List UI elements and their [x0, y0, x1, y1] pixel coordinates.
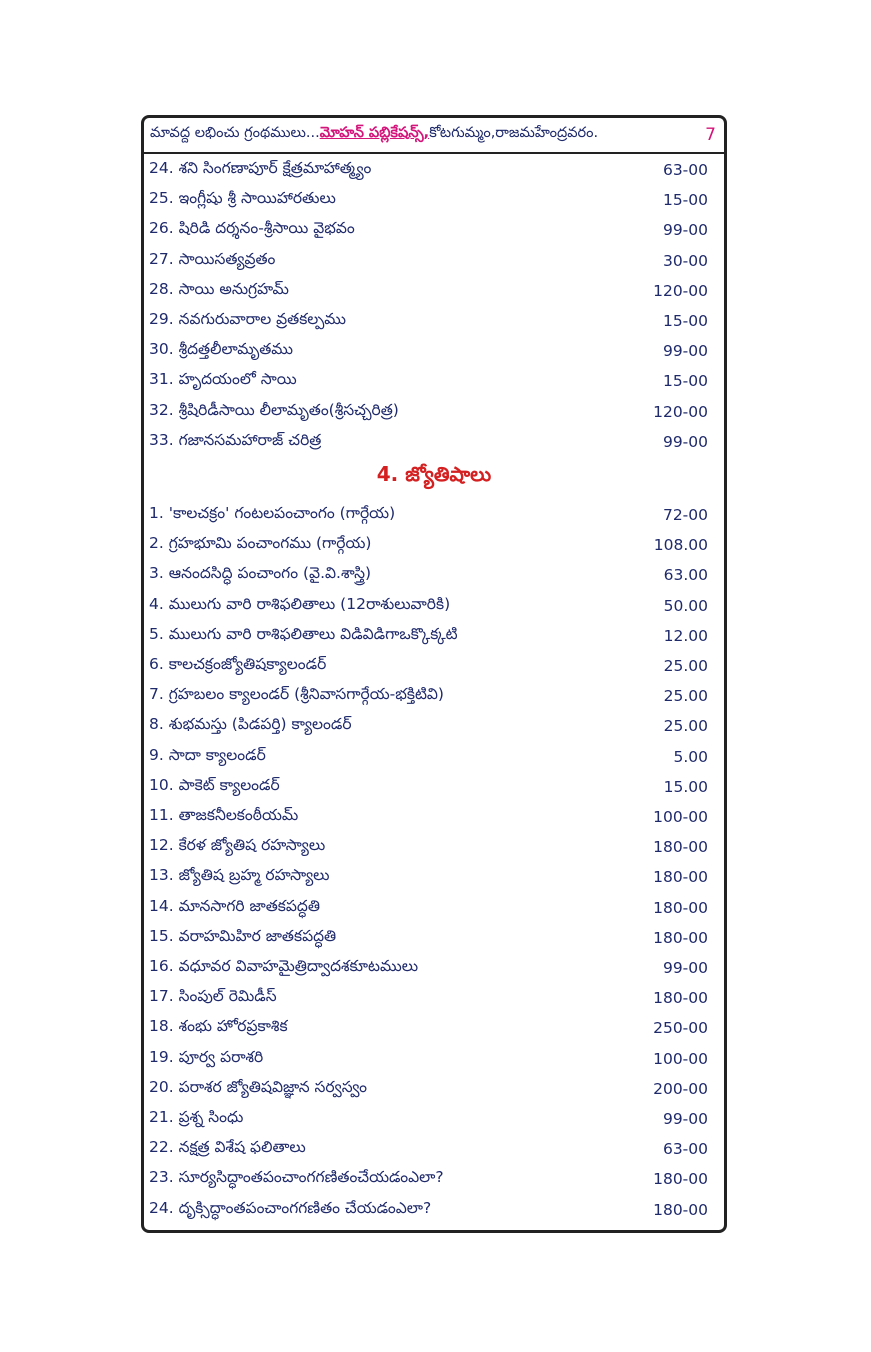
book-title: 28. సాయి అనుగ్రహమ్ [149, 279, 289, 298]
book-price: 99-00 [662, 221, 708, 240]
book-row [149, 681, 708, 711]
book-row [149, 1013, 708, 1043]
book-title: 9. సాదా క్యాలండర్ [149, 745, 266, 764]
book-price: 15-00 [662, 191, 708, 210]
book-title: 12. కేరళ జ్యోతిష రహస్యాలు [149, 836, 326, 855]
book-price: 180-00 [653, 1170, 708, 1189]
book-price: 200-00 [653, 1079, 708, 1098]
book-title: 18. శంభు హోరప్రకాశిక [149, 1017, 288, 1036]
book-title: 32. శ్రీషిరిడీసాయి లీలామృతం(శ్రీసచ్చరిత్ర) [149, 400, 399, 419]
book-title: 3. ఆనందసిద్ధి పంచాంగం (వై.వి.శాస్త్రి) [149, 564, 372, 583]
book-row [149, 1164, 708, 1194]
book-price: 108.00 [653, 536, 708, 555]
book-title: 24. శని సింగణాపూర్ క్షేత్రమాహాత్మ్యం [149, 159, 372, 177]
book-price: 180-00 [653, 838, 708, 857]
book-price: 25.00 [663, 657, 708, 675]
book-row [149, 336, 708, 366]
book-title: 27. సాయిసత్యవ్రతం [149, 249, 276, 268]
book-row [149, 276, 708, 306]
book-row [149, 500, 708, 530]
book-title: 2. గ్రహభూమి పంచాంగము (గార్గేయ) [149, 534, 372, 553]
book-title: 6. కాలచక్రంజ్యోతిషక్యాలండర్ [149, 655, 327, 673]
book-title: 16. వధూవర వివాహమైత్రిద్వాదశకూటములు [149, 957, 419, 975]
header-address: కోటగుమ్మం,రాజమహేంద్రవరం. [429, 125, 599, 141]
book-row [149, 711, 708, 741]
book-title: 13. జ్యోతిష బ్రహ్మ రహస్యాలు [149, 866, 330, 885]
book-price: 72-00 [662, 506, 708, 524]
book-price: 100-00 [653, 1049, 708, 1068]
book-row [149, 366, 708, 396]
book-price: 99-00 [662, 959, 708, 977]
book-title: 21. ప్రశ్న సింధు [149, 1108, 244, 1126]
book-row [149, 862, 708, 892]
book-price: 30-00 [662, 251, 708, 270]
book-row [149, 306, 708, 336]
book-row [149, 1074, 708, 1104]
book-price: 99-00 [662, 432, 708, 451]
book-row [149, 953, 708, 983]
book-price: 250-00 [653, 1019, 708, 1038]
page-header [144, 118, 724, 154]
book-title: 19. పూర్వ పరాశరి [149, 1047, 264, 1066]
book-row [149, 621, 708, 651]
book-title: 20. పరాశర జ్యోతిషవిజ్ఞాన సర్వస్వం [149, 1077, 368, 1096]
book-title: 7. గ్రహబలం క్యాలండర్ (శ్రీనివాసగార్గేయ-భక్తిటివి) [149, 685, 444, 704]
book-price: 180-00 [653, 928, 708, 947]
book-title: 1. 'కాలచక్రం' గంటలపంచాంగం (గార్గేయ) [149, 504, 396, 522]
book-row [149, 1104, 708, 1134]
book-title: 29. నవగురువారాల వ్రతకల్పము [149, 310, 347, 328]
book-title: 17. సింపుల్ రెమిడీస్ [149, 987, 277, 1006]
header-publisher: మోహన్ పబ్లికేషన్స్, [319, 125, 430, 141]
book-row [149, 893, 708, 923]
book-row [149, 1044, 708, 1074]
book-list-box [141, 115, 727, 1233]
book-title: 10. పాకెట్ క్యాలండర్ [149, 775, 280, 794]
book-price: 50.00 [663, 596, 708, 615]
book-row [149, 246, 708, 276]
book-price: 120-00 [653, 402, 708, 421]
book-price: 25.00 [663, 717, 708, 736]
book-title: 26. షిరిడి దర్శనం-శ్రీసాయి వైభవం [149, 219, 355, 238]
book-price: 63-00 [662, 1140, 708, 1159]
book-title: 11. తాజకనీలకంఠీయమ్ [149, 806, 299, 824]
book-title: 8. శుభమస్తు (పిడపర్తి) క్యాలండర్ [149, 715, 352, 734]
book-price: 25.00 [663, 687, 708, 706]
book-price: 12.00 [663, 626, 708, 645]
book-price: 100-00 [653, 808, 708, 826]
book-row [149, 742, 708, 772]
book-price: 99-00 [662, 1110, 708, 1128]
book-row [149, 560, 708, 590]
book-row [149, 832, 708, 862]
book-row [149, 591, 708, 621]
book-row [149, 397, 708, 427]
book-price: 63-00 [662, 161, 708, 179]
book-title: 31. హృదయంలో సాయి [149, 370, 297, 389]
book-title: 4. ములుగు వారి రాశిఫలితాలు (12రాశులువారికి) [149, 594, 451, 613]
book-row [149, 185, 708, 215]
book-title: 15. వరాహమిహిర జాతకపద్ధతి [149, 926, 337, 945]
book-row [149, 427, 708, 457]
book-price: 15.00 [663, 777, 708, 796]
header-available-books: మావద్ద లభించు గ్రంథములు... [150, 125, 320, 141]
book-row [149, 1134, 708, 1164]
book-row [149, 215, 708, 245]
section-title: 4. జ్యోతిషాలు [376, 462, 492, 486]
book-price: 180-00 [653, 989, 708, 1008]
book-row [149, 983, 708, 1013]
book-row [149, 772, 708, 802]
book-price: 120-00 [653, 281, 708, 300]
book-title: 5. ములుగు వారి రాశిఫలితాలు విడివిడిగాఒక్కొక్కటి [149, 624, 458, 643]
book-price: 180-00 [653, 868, 708, 887]
book-title: 22. నక్షత్ర విశేష ఫలితాలు [149, 1138, 306, 1157]
book-row [149, 155, 708, 185]
book-price: 63.00 [663, 566, 708, 585]
book-row [149, 530, 708, 560]
page-number: 7 [705, 125, 716, 145]
book-row [149, 1195, 708, 1225]
book-price: 180-00 [653, 1200, 708, 1219]
book-row [149, 802, 708, 832]
book-title: 25. ఇంగ్లీషు శ్రీ సాయిహారతులు [149, 189, 336, 208]
book-title: 24. దృక్సిద్ధాంతపంచాంగగణితం చేయడంఎలా? [149, 1198, 432, 1217]
book-price: 5.00 [673, 747, 708, 766]
book-price: 99-00 [662, 342, 708, 361]
book-row [149, 651, 708, 681]
book-title: 23. సూర్యసిద్ధాంతపంచాంగగణితంచేయడంఎలా? [149, 1168, 444, 1187]
book-price: 180-00 [653, 898, 708, 917]
book-title: 33. గజానసమహారాజ్ చరిత్ర [149, 430, 322, 449]
book-price: 15-00 [662, 312, 708, 330]
book-title: 14. మానసాగరి జాతకపద్ధతి [149, 896, 320, 915]
book-title: 30. శ్రీదత్తలీలామృతము [149, 340, 294, 359]
book-price: 15-00 [662, 372, 708, 391]
book-row [149, 923, 708, 953]
